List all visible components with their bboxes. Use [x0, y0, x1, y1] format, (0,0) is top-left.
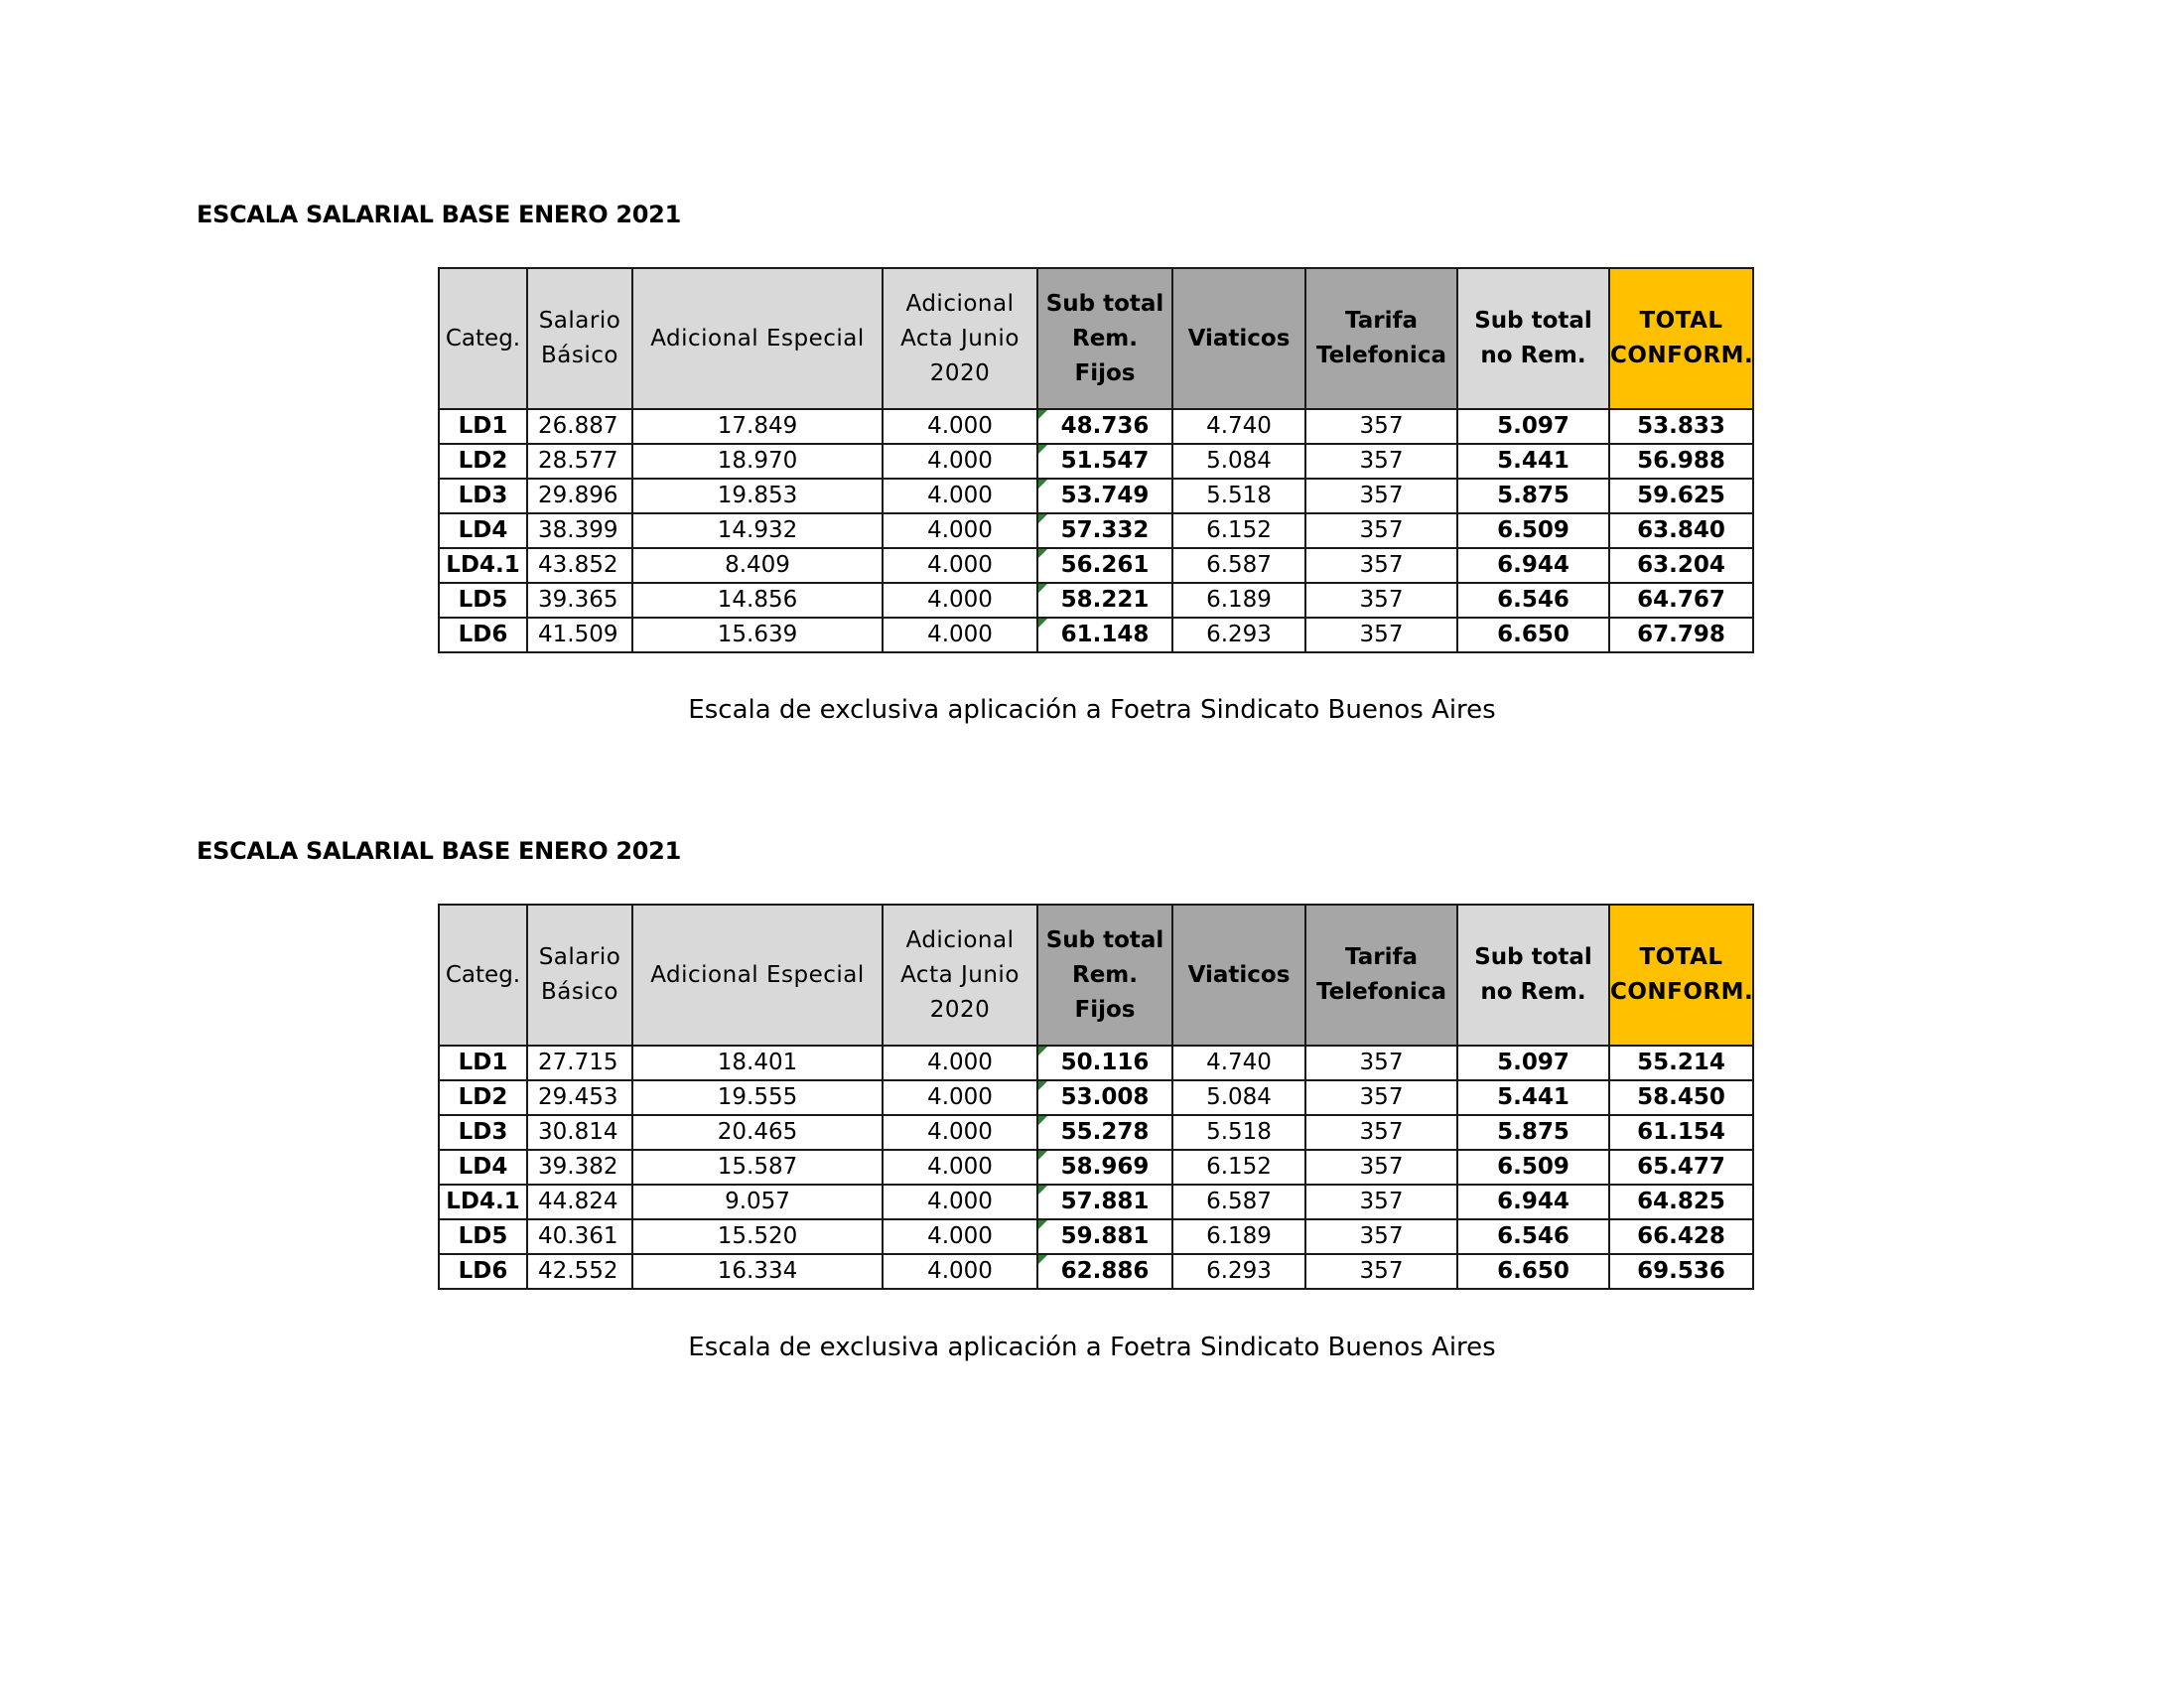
cell-subtotal-no-rem: 5.097 [1457, 409, 1609, 444]
cell-viaticos: 4.740 [1172, 409, 1305, 444]
cell-tarifa: 357 [1305, 1115, 1457, 1150]
header-subtotal-rem: Sub total Rem. Fijos [1037, 268, 1172, 409]
cell-subtotal-rem: 57.881 [1037, 1185, 1172, 1219]
cell-tarifa: 357 [1305, 513, 1457, 548]
cell-total: 61.154 [1609, 1115, 1753, 1150]
cell-viaticos: 6.293 [1172, 618, 1305, 652]
table-row [439, 1219, 1753, 1254]
cell-subtotal-rem: 48.736 [1037, 409, 1172, 444]
header-row [439, 905, 1753, 1046]
cell-total: 64.825 [1609, 1185, 1753, 1219]
cell-tarifa: 357 [1305, 444, 1457, 479]
cell-categ: LD4 [439, 1150, 527, 1185]
cell-adicional-especial: 8.409 [632, 548, 883, 583]
cell-subtotal-rem: 59.881 [1037, 1219, 1172, 1254]
cell-tarifa: 357 [1305, 1080, 1457, 1115]
cell-adicional-acta: 4.000 [883, 1219, 1037, 1254]
cell-subtotal-no-rem: 5.441 [1457, 444, 1609, 479]
table-row [439, 513, 1753, 548]
cell-adicional-especial: 14.856 [632, 583, 883, 618]
cell-subtotal-no-rem: 6.546 [1457, 1219, 1609, 1254]
cell-adicional-especial: 20.465 [632, 1115, 883, 1150]
cell-total: 65.477 [1609, 1150, 1753, 1185]
cell-subtotal-rem: 55.278 [1037, 1115, 1172, 1150]
cell-subtotal-rem: 61.148 [1037, 618, 1172, 652]
cell-viaticos: 6.152 [1172, 1150, 1305, 1185]
cell-total: 69.536 [1609, 1254, 1753, 1289]
table-row [439, 479, 1753, 513]
cell-salario-basico: 41.509 [527, 618, 632, 652]
cell-viaticos: 6.189 [1172, 1219, 1305, 1254]
cell-tarifa: 357 [1305, 409, 1457, 444]
table-row [439, 1080, 1753, 1115]
cell-categ: LD4 [439, 513, 527, 548]
cell-viaticos: 6.293 [1172, 1254, 1305, 1289]
cell-viaticos: 5.084 [1172, 444, 1305, 479]
cell-categ: LD5 [439, 583, 527, 618]
cell-subtotal-rem: 57.332 [1037, 513, 1172, 548]
cell-salario-basico: 39.382 [527, 1150, 632, 1185]
header-row [439, 268, 1753, 409]
cell-subtotal-rem: 51.547 [1037, 444, 1172, 479]
cell-subtotal-no-rem: 6.944 [1457, 548, 1609, 583]
cell-adicional-especial: 15.587 [632, 1150, 883, 1185]
cell-tarifa: 357 [1305, 1150, 1457, 1185]
cell-salario-basico: 43.852 [527, 548, 632, 583]
cell-subtotal-rem: 62.886 [1037, 1254, 1172, 1289]
table-body [439, 409, 1753, 652]
cell-categ: LD3 [439, 479, 527, 513]
cell-adicional-acta: 4.000 [883, 444, 1037, 479]
cell-total: 66.428 [1609, 1219, 1753, 1254]
cell-categ: LD1 [439, 1046, 527, 1080]
cell-subtotal-rem: 58.969 [1037, 1150, 1172, 1185]
cell-subtotal-rem: 53.749 [1037, 479, 1172, 513]
cell-adicional-especial: 9.057 [632, 1185, 883, 1219]
cell-subtotal-rem: 50.116 [1037, 1046, 1172, 1080]
cell-salario-basico: 28.577 [527, 444, 632, 479]
cell-categ: LD6 [439, 1254, 527, 1289]
cell-viaticos: 6.587 [1172, 548, 1305, 583]
header-salario-basico: Salario Básico [527, 905, 632, 1046]
cell-adicional-especial: 14.932 [632, 513, 883, 548]
cell-tarifa: 357 [1305, 479, 1457, 513]
cell-adicional-especial: 16.334 [632, 1254, 883, 1289]
cell-categ: LD4.1 [439, 1185, 527, 1219]
cell-salario-basico: 30.814 [527, 1115, 632, 1150]
cell-total: 53.833 [1609, 409, 1753, 444]
header-adicional-especial: Adicional Especial [632, 905, 883, 1046]
cell-subtotal-no-rem: 5.875 [1457, 1115, 1609, 1150]
cell-adicional-especial: 15.639 [632, 618, 883, 652]
header-adicional-acta: Adicional Acta Junio 2020 [883, 905, 1037, 1046]
cell-viaticos: 4.740 [1172, 1046, 1305, 1080]
table-row [439, 1046, 1753, 1080]
cell-total: 58.450 [1609, 1080, 1753, 1115]
cell-adicional-especial: 17.849 [632, 409, 883, 444]
cell-adicional-especial: 18.401 [632, 1046, 883, 1080]
cell-categ: LD4.1 [439, 548, 527, 583]
cell-subtotal-rem: 58.221 [1037, 583, 1172, 618]
cell-adicional-acta: 4.000 [883, 479, 1037, 513]
section-title-2: ESCALA SALARIAL BASE ENERO 2021 [197, 837, 681, 865]
cell-tarifa: 357 [1305, 548, 1457, 583]
cell-subtotal-no-rem: 6.944 [1457, 1185, 1609, 1219]
header-tarifa: Tarifa Telefonica [1305, 905, 1457, 1046]
cell-tarifa: 357 [1305, 1046, 1457, 1080]
header-categ: Categ. [439, 905, 527, 1046]
section-title-1: ESCALA SALARIAL BASE ENERO 2021 [197, 201, 681, 228]
header-subtotal-no-rem: Sub total no Rem. [1457, 268, 1609, 409]
cell-tarifa: 357 [1305, 583, 1457, 618]
cell-tarifa: 357 [1305, 1254, 1457, 1289]
table-row [439, 1254, 1753, 1289]
cell-viaticos: 5.084 [1172, 1080, 1305, 1115]
table-row [439, 409, 1753, 444]
cell-salario-basico: 38.399 [527, 513, 632, 548]
table-row [439, 548, 1753, 583]
cell-salario-basico: 44.824 [527, 1185, 632, 1219]
cell-subtotal-no-rem: 6.546 [1457, 583, 1609, 618]
cell-subtotal-rem: 53.008 [1037, 1080, 1172, 1115]
cell-categ: LD3 [439, 1115, 527, 1150]
table-row [439, 444, 1753, 479]
cell-categ: LD2 [439, 444, 527, 479]
table-row [439, 1150, 1753, 1185]
cell-tarifa: 357 [1305, 1219, 1457, 1254]
header-salario-basico: Salario Básico [527, 268, 632, 409]
cell-total: 67.798 [1609, 618, 1753, 652]
cell-subtotal-rem: 56.261 [1037, 548, 1172, 583]
cell-tarifa: 357 [1305, 618, 1457, 652]
cell-total: 56.988 [1609, 444, 1753, 479]
table-row [439, 1185, 1753, 1219]
cell-salario-basico: 29.896 [527, 479, 632, 513]
cell-adicional-acta: 4.000 [883, 513, 1037, 548]
cell-adicional-acta: 4.000 [883, 1185, 1037, 1219]
table-row [439, 1115, 1753, 1150]
cell-salario-basico: 27.715 [527, 1046, 632, 1080]
header-subtotal-rem: Sub total Rem. Fijos [1037, 905, 1172, 1046]
cell-adicional-acta: 4.000 [883, 583, 1037, 618]
table-caption-1: Escala de exclusiva aplicación a Foetra Sindicato Buenos Aires [688, 695, 1496, 725]
cell-total: 59.625 [1609, 479, 1753, 513]
cell-adicional-acta: 4.000 [883, 409, 1037, 444]
cell-viaticos: 6.587 [1172, 1185, 1305, 1219]
cell-subtotal-no-rem: 6.650 [1457, 1254, 1609, 1289]
cell-total: 64.767 [1609, 583, 1753, 618]
cell-adicional-acta: 4.000 [883, 1115, 1037, 1150]
cell-adicional-especial: 19.555 [632, 1080, 883, 1115]
cell-subtotal-no-rem: 5.875 [1457, 479, 1609, 513]
cell-salario-basico: 26.887 [527, 409, 632, 444]
cell-categ: LD2 [439, 1080, 527, 1115]
cell-adicional-especial: 15.520 [632, 1219, 883, 1254]
cell-adicional-acta: 4.000 [883, 618, 1037, 652]
cell-total: 63.204 [1609, 548, 1753, 583]
cell-subtotal-no-rem: 6.509 [1457, 513, 1609, 548]
cell-viaticos: 6.152 [1172, 513, 1305, 548]
cell-subtotal-no-rem: 6.509 [1457, 1150, 1609, 1185]
header-total: TOTAL CONFORM. [1609, 268, 1753, 409]
header-adicional-especial: Adicional Especial [632, 268, 883, 409]
cell-adicional-acta: 4.000 [883, 1150, 1037, 1185]
cell-viaticos: 6.189 [1172, 583, 1305, 618]
cell-viaticos: 5.518 [1172, 1115, 1305, 1150]
cell-salario-basico: 42.552 [527, 1254, 632, 1289]
header-total: TOTAL CONFORM. [1609, 905, 1753, 1046]
cell-tarifa: 357 [1305, 1185, 1457, 1219]
header-subtotal-no-rem: Sub total no Rem. [1457, 905, 1609, 1046]
table-caption-2: Escala de exclusiva aplicación a Foetra Sindicato Buenos Aires [688, 1333, 1496, 1362]
cell-adicional-acta: 4.000 [883, 1254, 1037, 1289]
cell-adicional-especial: 19.853 [632, 479, 883, 513]
header-viaticos: Viaticos [1172, 268, 1305, 409]
table-row [439, 618, 1753, 652]
cell-categ: LD6 [439, 618, 527, 652]
cell-adicional-acta: 4.000 [883, 1046, 1037, 1080]
header-categ: Categ. [439, 268, 527, 409]
cell-total: 63.840 [1609, 513, 1753, 548]
cell-subtotal-no-rem: 5.441 [1457, 1080, 1609, 1115]
header-viaticos: Viaticos [1172, 905, 1305, 1046]
salary-table-1 [438, 267, 1754, 653]
cell-adicional-especial: 18.970 [632, 444, 883, 479]
salary-table-2 [438, 904, 1754, 1290]
cell-adicional-acta: 4.000 [883, 548, 1037, 583]
cell-subtotal-no-rem: 5.097 [1457, 1046, 1609, 1080]
header-tarifa: Tarifa Telefonica [1305, 268, 1457, 409]
cell-salario-basico: 40.361 [527, 1219, 632, 1254]
cell-total: 55.214 [1609, 1046, 1753, 1080]
cell-categ: LD5 [439, 1219, 527, 1254]
cell-viaticos: 5.518 [1172, 479, 1305, 513]
table-row [439, 583, 1753, 618]
cell-salario-basico: 39.365 [527, 583, 632, 618]
cell-adicional-acta: 4.000 [883, 1080, 1037, 1115]
table-body [439, 1046, 1753, 1289]
cell-subtotal-no-rem: 6.650 [1457, 618, 1609, 652]
cell-categ: LD1 [439, 409, 527, 444]
header-adicional-acta: Adicional Acta Junio 2020 [883, 268, 1037, 409]
cell-salario-basico: 29.453 [527, 1080, 632, 1115]
